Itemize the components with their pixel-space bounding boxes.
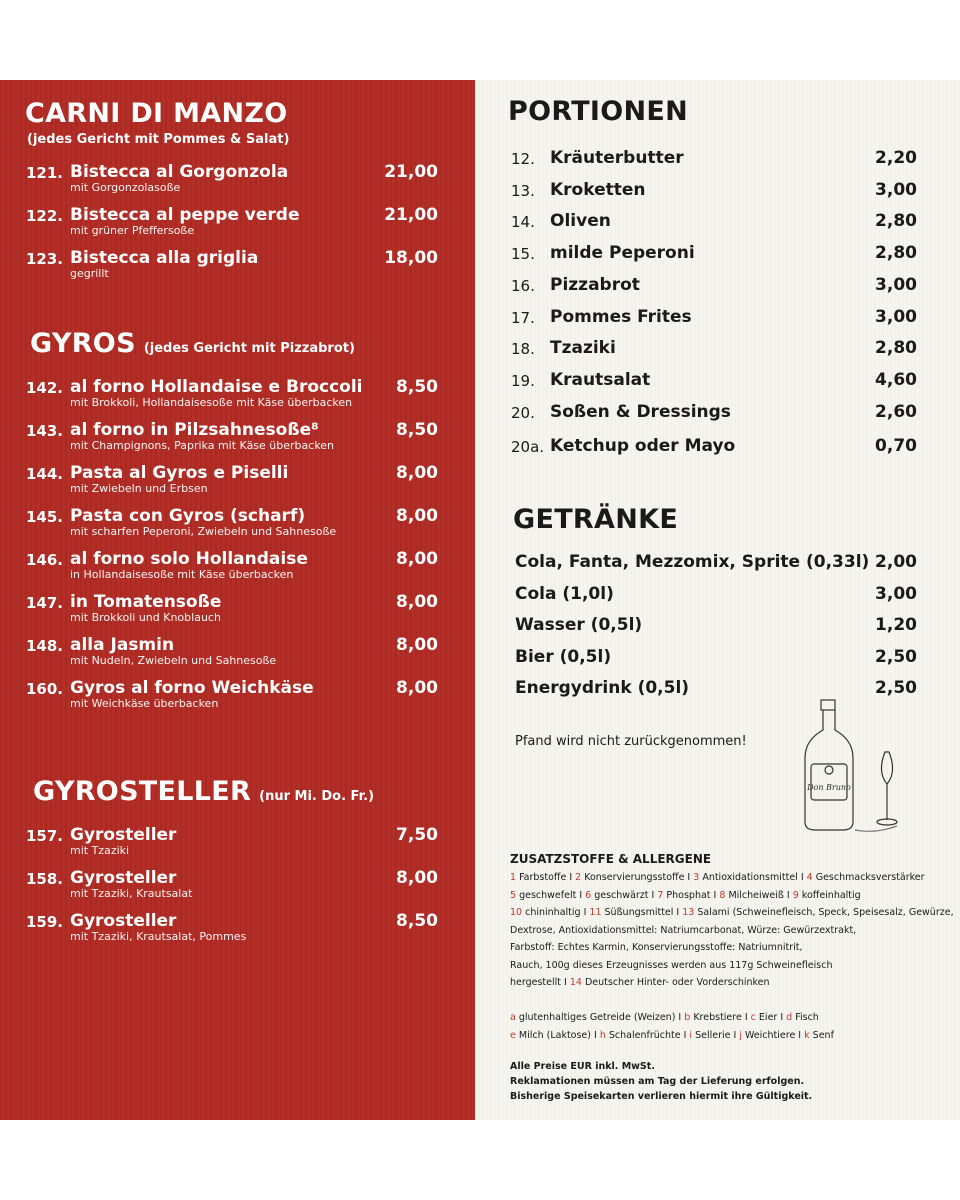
portion-name: Pizzabrot xyxy=(550,274,640,295)
left-panel xyxy=(0,80,475,1120)
legend-text: Salami (Schweinefleisch, Speck, Speisesalz, Gewürze, xyxy=(694,907,954,918)
legend-text: Antioxidationsmittel I xyxy=(699,872,807,883)
item-price: 21,00 xyxy=(384,162,438,182)
legend-text: Schalenfrüchte I xyxy=(605,1029,690,1041)
item-number: 121. xyxy=(26,164,64,182)
portion-name: Krautsalat xyxy=(550,369,651,390)
item-name: al forno solo Hollandaise xyxy=(70,549,308,569)
item-description: mit Tzaziki, Krautsalat xyxy=(70,887,193,900)
item-description: mit scharfen Peperoni, Zwiebeln und Sahnesoße xyxy=(70,525,337,538)
portion-price: 2,60 xyxy=(875,401,917,422)
footer-line: Alle Preise EUR inkl. MwSt. xyxy=(510,1061,655,1072)
menu-item xyxy=(0,379,475,419)
legend-text: Konservierungsstoffe I xyxy=(581,872,694,883)
item-name: al forno in Pilzsahnesoße⁸ xyxy=(70,420,319,440)
legend-line xyxy=(510,1030,834,1043)
item-description: mit Weichkäse überbacken xyxy=(70,697,219,710)
item-name: Bistecca al peppe verde xyxy=(70,205,300,225)
portion-item xyxy=(475,150,960,180)
item-description: mit Tzaziki xyxy=(70,844,130,857)
portion-number: 13. xyxy=(511,181,535,200)
drink-price: 2,50 xyxy=(875,646,917,667)
legend-text: Farbstoffe I xyxy=(516,872,576,883)
portion-number: 12. xyxy=(511,150,535,168)
legend-line xyxy=(510,872,925,885)
item-price: 8,00 xyxy=(396,592,438,612)
portion-price: 3,00 xyxy=(875,179,917,200)
drink-price: 1,20 xyxy=(875,615,917,635)
item-name: in Tomatensoße xyxy=(70,592,222,612)
legend-code: 8 xyxy=(719,889,726,901)
item-price: 8,00 xyxy=(396,678,438,698)
legend-text: Deutscher Hinter- oder Vorderschinken xyxy=(581,977,770,988)
drink-name: Energydrink (0,5l) xyxy=(515,678,690,698)
item-price: 8,50 xyxy=(396,377,438,397)
portion-item xyxy=(475,306,960,339)
portion-price: 2,80 xyxy=(875,243,917,264)
legend-code: 4 xyxy=(806,872,813,883)
item-description: mit Tzaziki, Krautsalat, Pommes xyxy=(70,930,247,943)
legend-code: 5 xyxy=(510,889,517,901)
item-description: mit grüner Pfeffersoße xyxy=(70,224,195,237)
legend-code: 10 xyxy=(510,907,523,918)
item-description: mit Nudeln, Zwiebeln und Sahnesoße xyxy=(70,654,277,667)
menu-item xyxy=(0,508,475,548)
item-name: alla Jasmin xyxy=(70,635,175,655)
legend-code: b xyxy=(684,1012,691,1023)
footer-line: Bisherige Speisekarten verlieren hiermit ihre Gültigkeit. xyxy=(510,1091,813,1102)
legend-text: Dextrose, Antioxidationsmittel: Natriumcarbonat, Würze: Gewürzextrakt, xyxy=(510,924,857,936)
item-price: 8,00 xyxy=(396,635,438,655)
gyrosteller-subtitle: (nur Mi. Do. Fr.) xyxy=(259,789,375,804)
legend-line xyxy=(510,960,832,973)
drink-price: 3,00 xyxy=(875,583,917,604)
portion-price: 3,00 xyxy=(875,274,917,295)
menu-item xyxy=(0,250,475,290)
menu-item xyxy=(0,164,475,204)
bottle-illustration xyxy=(795,692,915,842)
item-name: Gyrosteller xyxy=(70,911,177,931)
item-number: 148. xyxy=(26,637,64,655)
bottle-label: Don Bruno xyxy=(807,783,851,792)
item-name: Gyros al forno Weichkäse xyxy=(70,678,314,698)
item-name: Gyrosteller xyxy=(70,868,177,888)
legend-code: 6 xyxy=(585,889,592,901)
menu-item xyxy=(0,680,475,720)
legend-text: Farbstoff: Echtes Karmin, Konservierungsstoffe: Natriumnitrit, xyxy=(510,942,803,953)
legend-text: chininhaltig I xyxy=(522,907,590,918)
legend-text: Milcheiweiß I xyxy=(725,889,793,901)
legend-code: i xyxy=(689,1029,693,1041)
menu-item xyxy=(0,207,475,247)
item-description: mit Brokkoli und Knoblauch xyxy=(70,611,221,624)
legend-text: Milch (Laktose) I xyxy=(515,1029,600,1041)
menu-item xyxy=(0,827,475,867)
portion-number: 14. xyxy=(511,213,535,232)
item-description: mit Zwiebeln und Erbsen xyxy=(70,482,208,495)
legend-text: glutenhaltiges Getreide (Weizen) I xyxy=(515,1012,685,1023)
item-description: gegrillt xyxy=(70,267,109,280)
item-number: 123. xyxy=(26,250,64,268)
item-price: 18,00 xyxy=(384,248,438,268)
portion-name: Tzaziki xyxy=(550,338,616,359)
legend-text: Sellerie I xyxy=(692,1029,740,1041)
zusatz-title: ZUSATZSTOFFE & ALLERGENE xyxy=(510,852,712,866)
legend-code: 9 xyxy=(792,889,799,901)
drink-name: Wasser (0,5l) xyxy=(515,615,643,635)
item-number: 142. xyxy=(26,379,64,397)
portion-item xyxy=(475,340,960,370)
item-description: mit Brokkoli, Hollandaisesoße mit Käse überbacken xyxy=(70,396,353,409)
menu-item xyxy=(0,422,475,462)
portion-item xyxy=(475,179,960,212)
legend-text: Geschmacksverstärker xyxy=(812,872,925,883)
carni-subtitle: (jedes Gericht mit Pommes & Salat) xyxy=(27,132,290,147)
menu-item xyxy=(0,913,475,953)
footer-line: Reklamationen müssen am Tag der Lieferung erfolgen. xyxy=(510,1076,805,1087)
item-price: 8,00 xyxy=(396,868,438,888)
item-price: 8,00 xyxy=(396,549,438,569)
legend-code: 7 xyxy=(657,889,664,901)
item-name: Bistecca al Gorgonzola xyxy=(70,162,289,182)
item-name: al forno Hollandaise e Broccoli xyxy=(70,377,363,397)
legend-text: Fisch xyxy=(792,1012,819,1023)
portion-name: Ketchup oder Mayo xyxy=(550,436,736,457)
legend-code: h xyxy=(599,1029,606,1041)
legend-line xyxy=(510,925,856,938)
drink-price: 2,00 xyxy=(875,552,917,572)
legend-code: 2 xyxy=(575,872,582,883)
item-number: 147. xyxy=(26,594,64,612)
legend-text: koffeinhaltig xyxy=(798,889,861,901)
item-number: 146. xyxy=(26,551,64,569)
portion-item xyxy=(475,401,960,434)
item-description: mit Champignons, Paprika mit Käse überbacken xyxy=(70,439,335,452)
getraenke-title: GETRÄNKE xyxy=(513,504,679,535)
portion-price: 4,60 xyxy=(875,369,917,390)
item-description: mit Gorgonzolasoße xyxy=(70,181,181,194)
legend-code: k xyxy=(804,1029,810,1041)
portion-item xyxy=(475,245,960,275)
menu-item xyxy=(0,594,475,634)
portion-number: 16. xyxy=(511,276,535,295)
item-name: Gyrosteller xyxy=(70,825,177,845)
portion-number: 15. xyxy=(511,245,535,264)
portion-name: milde Peperoni xyxy=(550,243,695,264)
portion-number: 18. xyxy=(511,340,535,359)
legend-code: e xyxy=(510,1029,516,1041)
right-panel xyxy=(475,80,960,1120)
portion-name: Pommes Frites xyxy=(550,306,692,327)
item-name: Bistecca alla griglia xyxy=(70,248,259,268)
legend-line xyxy=(510,1012,819,1025)
legend-text: geschwärzt I xyxy=(591,889,658,901)
portion-price: 2,20 xyxy=(875,148,917,168)
legend-line xyxy=(510,942,803,955)
item-price: 8,00 xyxy=(396,506,438,526)
drink-name: Bier (0,5l) xyxy=(515,646,612,667)
gyrosteller-title xyxy=(33,776,374,807)
portion-item xyxy=(475,369,960,402)
drink-price: 2,50 xyxy=(875,678,917,698)
portion-number: 19. xyxy=(511,371,535,390)
legend-text: Senf xyxy=(809,1029,834,1041)
portion-number: 20a. xyxy=(511,438,545,457)
gyros-title-text: GYROS xyxy=(30,328,136,359)
item-price: 8,50 xyxy=(396,911,438,931)
portion-number: 20. xyxy=(511,403,535,422)
item-price: 8,50 xyxy=(396,420,438,440)
legend-text: hergestellt I xyxy=(510,977,570,988)
carni-title: CARNI DI MANZO xyxy=(25,98,288,129)
item-number: 122. xyxy=(26,207,64,225)
menu-item xyxy=(0,637,475,677)
item-description: in Hollandaisesoße mit Käse überbacken xyxy=(70,568,294,581)
gyros-title xyxy=(30,328,355,359)
portion-name: Kräuterbutter xyxy=(550,148,684,168)
legend-code: 14 xyxy=(569,977,582,988)
portion-price: 0,70 xyxy=(875,436,917,457)
item-number: 158. xyxy=(26,870,64,888)
legend-line xyxy=(510,907,954,920)
drink-name: Cola (1,0l) xyxy=(515,583,614,604)
portion-name: Oliven xyxy=(550,211,611,232)
legend-code: d xyxy=(786,1012,793,1023)
legend-text: geschwefelt I xyxy=(516,889,586,901)
legend-text: Süßungsmittel I xyxy=(601,907,683,918)
item-number: 144. xyxy=(26,465,64,483)
portion-name: Soßen & Dressings xyxy=(550,401,731,422)
legend-text: Rauch, 100g dieses Erzeugnisses werden aus 117g Schweinefleisch xyxy=(510,959,833,971)
item-number: 145. xyxy=(26,508,64,526)
item-price: 8,00 xyxy=(396,463,438,483)
drink-name: Cola, Fanta, Mezzomix, Sprite (0,33l) xyxy=(515,552,870,572)
legend-code: 1 xyxy=(510,872,517,883)
legend-text: Phosphat I xyxy=(663,889,720,901)
portion-number: 17. xyxy=(511,308,535,327)
legend-code: 3 xyxy=(693,872,700,883)
portion-name: Kroketten xyxy=(550,179,646,200)
item-price: 7,50 xyxy=(396,825,438,845)
item-name: Pasta con Gyros (scharf) xyxy=(70,506,306,526)
legend-code: a xyxy=(510,1012,516,1023)
item-number: 159. xyxy=(26,913,64,931)
legend-text: Krebstiere I xyxy=(690,1012,751,1023)
portion-item xyxy=(475,274,960,307)
legend-code: c xyxy=(750,1012,756,1023)
legend-text: Weichtiere I xyxy=(741,1029,805,1041)
legend-text: Eier I xyxy=(755,1012,787,1023)
portion-price: 2,80 xyxy=(875,211,917,232)
pfand-note: Pfand wird nicht zurückgenommen! xyxy=(515,734,747,749)
gyros-subtitle: (jedes Gericht mit Pizzabrot) xyxy=(143,341,355,356)
item-number: 143. xyxy=(26,422,64,440)
item-name: Pasta al Gyros e Piselli xyxy=(70,463,289,483)
portion-item xyxy=(475,213,960,243)
portion-price: 3,00 xyxy=(875,306,917,327)
portion-item xyxy=(475,438,960,468)
portionen-title: PORTIONEN xyxy=(508,96,689,127)
legend-code: j xyxy=(739,1029,742,1041)
legend-code: 11 xyxy=(589,907,602,918)
portion-price: 2,80 xyxy=(875,338,917,359)
gyrosteller-title-text: GYROSTELLER xyxy=(33,776,252,807)
menu-item xyxy=(0,465,475,505)
legend-code: 13 xyxy=(682,907,695,918)
menu-item xyxy=(0,870,475,910)
item-price: 21,00 xyxy=(384,205,438,225)
legend-line xyxy=(510,890,861,903)
legend-line xyxy=(510,977,770,990)
item-number: 160. xyxy=(26,680,64,698)
menu-item xyxy=(0,551,475,591)
item-number: 157. xyxy=(26,827,64,845)
menu-sheet xyxy=(0,80,960,1120)
